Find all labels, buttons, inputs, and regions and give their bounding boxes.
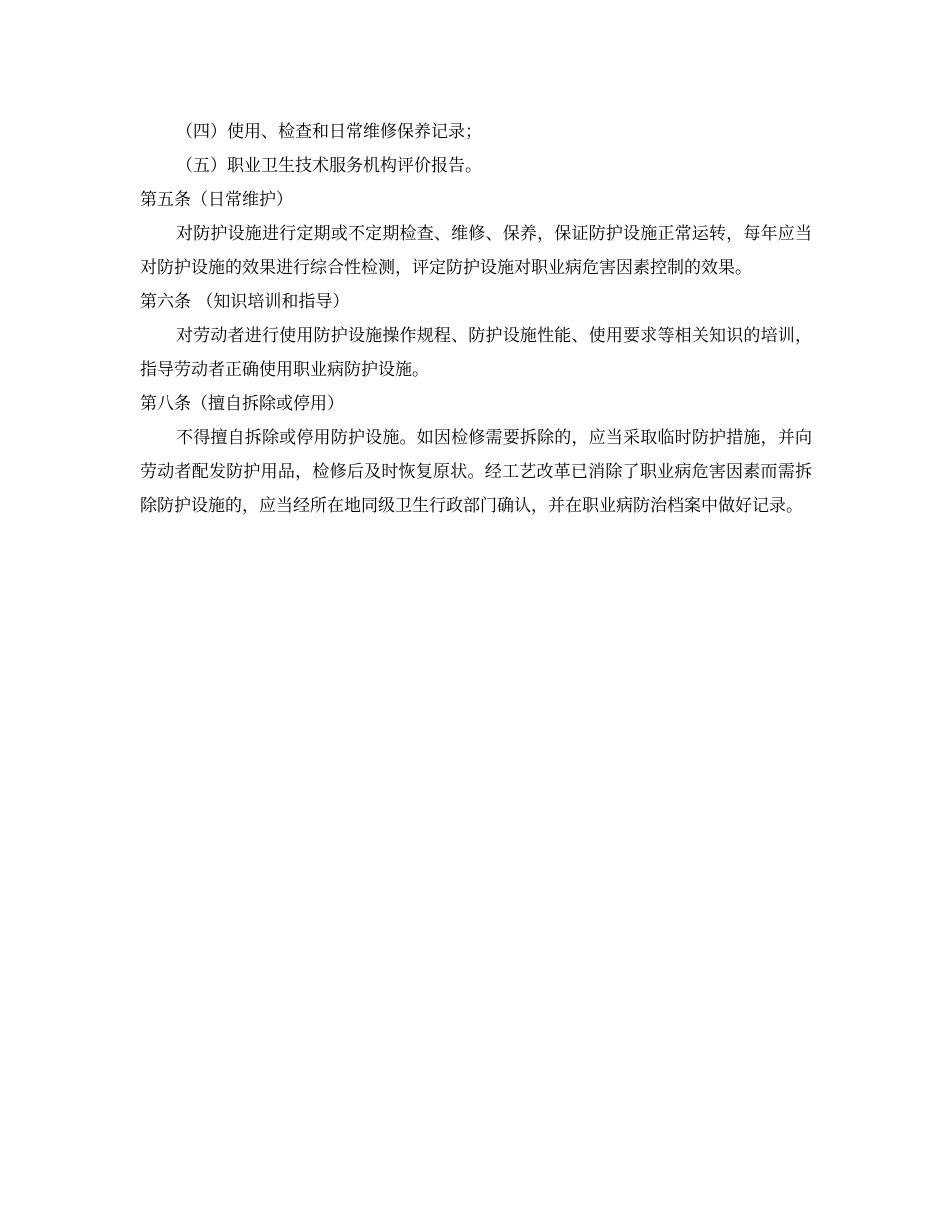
article-heading-6: 第六条 （知识培训和指导） <box>140 292 350 312</box>
document-body <box>140 115 812 523</box>
article-body-6: 对劳动者进行使用防护设施操作规程、防护设施性能、使用要求等相关知识的培训，指导劳动者正确使用职业病防护设施。 <box>140 326 812 380</box>
article-heading-5: 第五条（日常维护） <box>140 190 293 210</box>
article-heading-8: 第八条（擅自拆除或停用） <box>140 394 344 414</box>
list-item-record: （四）使用、检查和日常维修保养记录； <box>176 122 482 142</box>
article-body-5: 对防护设施进行定期或不定期检查、维修、保养，保证防护设施正常运转，每年应当对防护设施的效果进行综合性检测，评定防护设施对职业病危害因素控制的效果。 <box>140 224 812 278</box>
list-item-report: （五）职业卫生技术服务机构评价报告。 <box>176 156 482 176</box>
article-body-8: 不得擅自拆除或停用防护设施。如因检修需要拆除的，应当采取临时防护措施，并向劳动者配发防护用品，检修后及时恢复原状。经工艺改革已消除了职业病危害因素而需拆除防护设施的，应当经所在地同级卫生行政部门确认，并在职业病防治档案中做好记录。 <box>140 428 812 516</box>
